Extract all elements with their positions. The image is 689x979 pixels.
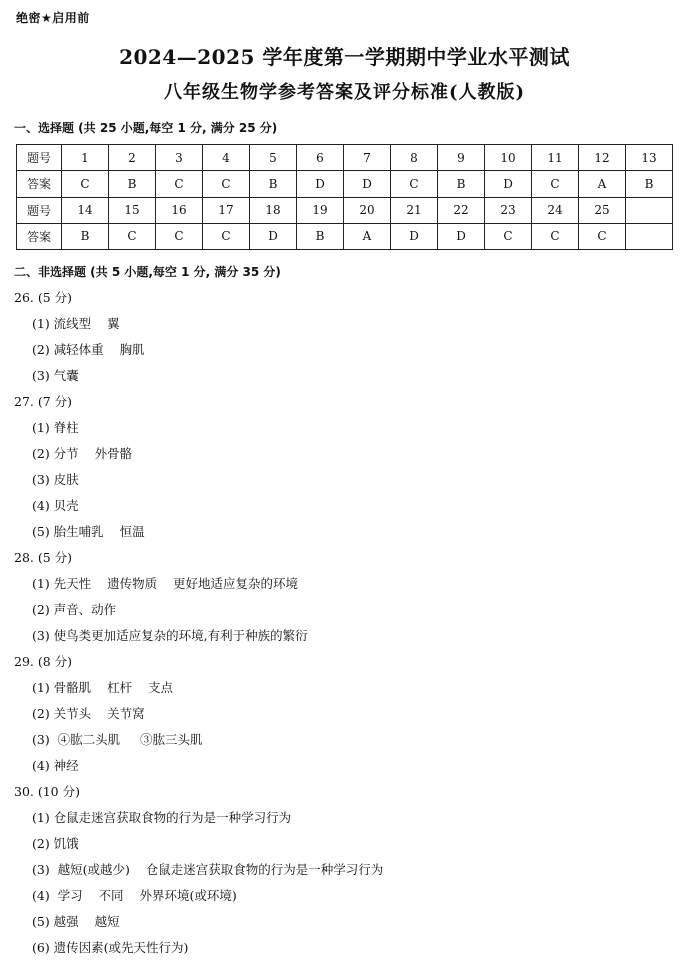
confidential-label: 绝密★启用前 xyxy=(16,11,90,25)
answer-line: (1) 脊柱 xyxy=(32,420,79,435)
answer-cell: C xyxy=(391,171,438,197)
row-label: 题号 xyxy=(17,197,62,223)
question-number-cell: 19 xyxy=(297,197,344,223)
question-number-cell: 23 xyxy=(485,197,532,223)
row-label: 题号 xyxy=(17,145,62,171)
question-number-cell: 7 xyxy=(344,145,391,171)
answer-cell: B xyxy=(297,223,344,249)
answer-line: (3) 使鸟类更加适应复杂的环境,有利于种族的繁衍 xyxy=(32,628,308,643)
answer-cell: C xyxy=(109,223,156,249)
answer-cell: B xyxy=(438,171,485,197)
answer-line: (2) 饥饿 xyxy=(32,836,79,851)
question-number-cell: 20 xyxy=(344,197,391,223)
answer-row xyxy=(17,223,673,249)
answer-cell: D xyxy=(391,223,438,249)
question-number-cell: 9 xyxy=(438,145,485,171)
question-number-cell: 24 xyxy=(532,197,579,223)
answer-cell: C xyxy=(156,171,203,197)
question-number-cell: 18 xyxy=(250,197,297,223)
answer-line: (1) 流线型 翼 xyxy=(32,316,120,331)
answer-cell: C xyxy=(532,171,579,197)
document-title: 2024—2025 学年度第一学期期中学业水平测试 xyxy=(119,45,570,69)
answer-line: (1) 先天性 遗传物质 更好地适应复杂的环境 xyxy=(32,576,298,591)
answer-row xyxy=(17,171,673,197)
answer-cell: B xyxy=(62,223,109,249)
answer-line: (4) 学习 不同 外界环境(或环境) xyxy=(32,888,237,903)
answer-cell: D xyxy=(297,171,344,197)
question-number-cell: 1 xyxy=(62,145,109,171)
answer-table xyxy=(16,144,673,250)
answer-cell: A xyxy=(579,171,626,197)
question-number-cell: 22 xyxy=(438,197,485,223)
question-number-cell: 15 xyxy=(109,197,156,223)
answer-line: (2) 声音、动作 xyxy=(32,602,117,617)
answer-cell: D xyxy=(344,171,391,197)
answer-line: (2) 减轻体重 胸肌 xyxy=(32,342,145,357)
question-number-row xyxy=(17,145,673,171)
answer-line: (2) 关节头 关节窝 xyxy=(32,706,145,721)
question-number-row xyxy=(17,197,673,223)
question-number-cell: 12 xyxy=(579,145,626,171)
answer-cell: D xyxy=(250,223,297,249)
question-number-cell: 10 xyxy=(485,145,532,171)
question-number-cell: 25 xyxy=(579,197,626,223)
answer-line: (5) 胎生哺乳 恒温 xyxy=(32,524,145,539)
answer-cell: D xyxy=(438,223,485,249)
answer-line: (3) 气囊 xyxy=(32,368,79,383)
answer-cell: B xyxy=(109,171,156,197)
question-number-cell: 21 xyxy=(391,197,438,223)
question-number: 29. (8 分) xyxy=(14,654,73,669)
question-number-cell: 4 xyxy=(203,145,250,171)
question-number: 27. (7 分) xyxy=(14,394,73,409)
section1-heading: 一、选择题 (共 25 小题,每空 1 分, 满分 25 分) xyxy=(14,121,278,135)
answer-cell xyxy=(626,223,673,249)
section2-heading: 二、非选择题 (共 5 小题,每空 1 分, 满分 35 分) xyxy=(14,265,281,279)
answer-line: (3) 越短(或越少) 仓鼠走迷宫获取食物的行为是一种学习行为 xyxy=(32,862,384,877)
answer-line: (4) 神经 xyxy=(32,758,79,773)
answer-cell: C xyxy=(532,223,579,249)
question-number-cell: 6 xyxy=(297,145,344,171)
answer-cell: C xyxy=(579,223,626,249)
answer-line: (1) 仓鼠走迷宫获取食物的行为是一种学习行为 xyxy=(32,810,292,825)
question-number-cell xyxy=(626,197,673,223)
question-number-cell: 5 xyxy=(250,145,297,171)
answer-cell: C xyxy=(203,223,250,249)
answer-line: (5) 越强 越短 xyxy=(32,914,120,929)
answer-line: (2) 分节 外骨骼 xyxy=(32,446,133,461)
answer-cell: C xyxy=(203,171,250,197)
question-number-cell: 8 xyxy=(391,145,438,171)
answer-cell: D xyxy=(485,171,532,197)
answer-line: (6) 遗传因素(或先天性行为) xyxy=(32,940,189,955)
document-subtitle: 八年级生物学参考答案及评分标准(人教版) xyxy=(163,82,526,103)
answer-cell: A xyxy=(344,223,391,249)
question-number-cell: 17 xyxy=(203,197,250,223)
question-number-cell: 16 xyxy=(156,197,203,223)
question-number: 28. (5 分) xyxy=(14,550,73,565)
row-label: 答案 xyxy=(17,223,62,249)
answer-line: (1) 骨骼肌 杠杆 支点 xyxy=(32,680,173,695)
question-number-cell: 14 xyxy=(62,197,109,223)
answer-cell: C xyxy=(485,223,532,249)
question-number: 30. (10 分) xyxy=(14,784,80,799)
answer-line: (3) 皮肤 xyxy=(32,472,79,487)
answer-line: (4) 贝壳 xyxy=(32,498,79,513)
answer-line: (3) ④肱二头肌 ③肱三头肌 xyxy=(32,732,203,747)
question-number-cell: 11 xyxy=(532,145,579,171)
row-label: 答案 xyxy=(17,171,62,197)
question-number-cell: 2 xyxy=(109,145,156,171)
question-number-cell: 13 xyxy=(626,145,673,171)
answer-cell: C xyxy=(156,223,203,249)
answer-cell: B xyxy=(250,171,297,197)
question-number-cell: 3 xyxy=(156,145,203,171)
question-number: 26. (5 分) xyxy=(14,290,73,305)
answer-cell: B xyxy=(626,171,673,197)
answer-cell: C xyxy=(62,171,109,197)
